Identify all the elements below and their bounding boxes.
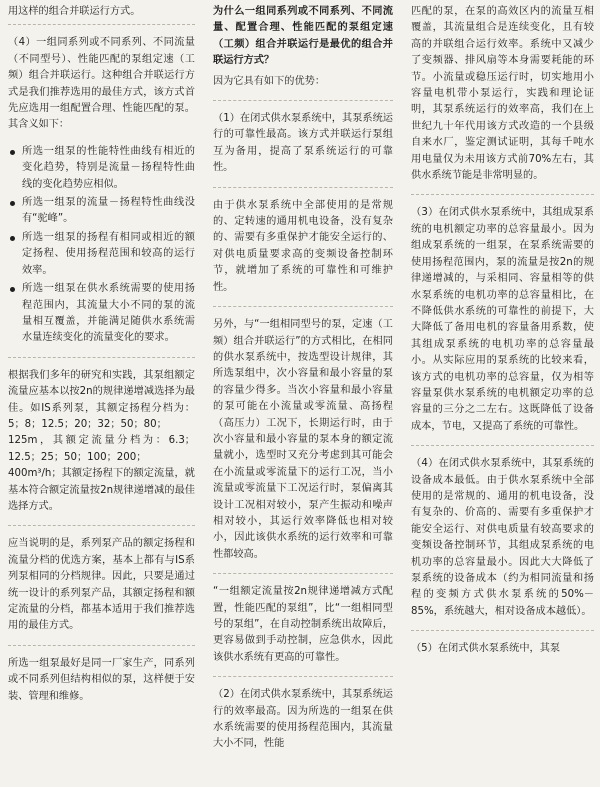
- bullet-item: 所选一组泵在供水系统需要的使用扬程范围内，其流量大小不同的泵的流量相互覆盖，并能满足随供水系统需水量连续变化的流量变化的要求。: [8, 281, 195, 347]
- bullet-item: 所选一组泵的扬程有相同或相近的额定扬程、使用扬程范围和较高的运行效率。: [8, 230, 195, 279]
- paragraph-efficiency: 匹配的泵，在泵的高效区内的流量互相覆盖，其流量组合是连续变化，且有较高的并联组合运行效率。系统中又减少了变频器、排风扇等本身需要耗能的环节。小流量或稳压运行时，切实地用小容量电机带小泵运行，实践和理论证明，其泵系统运行的效率高，我们在上世纪九十年代用该方式改造的一个县级自来水厂，鉴定测试证明，其每千吨水用电量仅为未用该方式前70%左右，其供水系统节能是非常明显的。: [411, 6, 594, 182]
- divider: [8, 24, 195, 25]
- paragraph-advantage-4: （4）在闭式供水泵系统中，其泵系统的设备成本最低。由于供水泵系统中全部使用的是常规的、通用的机电设备，没有复杂的、价高的、需要有多重保护才能安全运行、对供电质量有较高要求的变频设备控制环节，其组成泵系统的电机功率的总容量最小。因此大大降低了泵系统的设备成本（约为相同流量和扬程的变频方式供水泵系统的50%－85%，系统越大，相对设备成本越低）。: [411, 458, 594, 617]
- paragraph-comparison: 另外，与“一组相同型号的泵，定速（工频）组合并联运行”的方式相比，在相同的供水泵系统中，按选型设计规律，其所选泵组中，次小容量和最小容量的泵的容量少得多。当次小容量和最小容量的泵可能在小流量或零流量、高扬程（高压力）工况下，长期运行时，由于次小容量和最小容量的泵本身的额定流量就小，选型时又充分考虑到其可能会在小流量或零流量下的运行工况，当小流量或零流量下工况运行时，泵偏离其设计工况相对较小，泵产生振动和噪声相对较小，其运行效率降低也相对较小，因此该供水系统的运行效率和可靠性都较高。: [213, 319, 393, 560]
- paragraph-note: 应当说明的是，系列泵产品的额定扬程和流量分档的优选方案，基本上都有与IS系列泵相同的分档规律。因此，只要是通过统一设计的系列泵产品，其额定扬程和额定流量的分档，都基本适用于我们推荐选用的最佳方式。: [8, 538, 195, 632]
- bullet-item: 所选一组泵的流量－扬程特性曲线没有“驼峰”。: [8, 195, 195, 228]
- paragraph-reliability: 由于供水泵系统中全部使用的是常规的、定转速的通用机电设备，没有复杂的、需要有多重保护才能安全运行的、对供电质量要求高的变频设备控制环节，就增加了系统的可靠性和可维护性。: [213, 199, 393, 293]
- column-middle: [213, 4, 393, 787]
- divider: [8, 645, 195, 646]
- bullet-item: 所选一组泵的性能特性曲线有相近的变化趋势，特别是流量－扬程特性曲线的变化趋势应相似。: [8, 144, 195, 193]
- question-heading: 为什么一组同系列或不同系列、不同流量、配置合理、性能匹配的泵组定速（工频）组合并联运行是最优的组合并联运行方式？: [213, 6, 393, 67]
- divider: [213, 100, 393, 101]
- paragraph-flow-rule: 根据我们多年的研究和实践，其泵组额定流量应基本以按2n的规律递增减选择为最佳。如IS系列泵，其额定扬程分档为：5；8；12.5；20；32；50；80；125m，其额定流量分档为：6.3；12.5；25；50；100；200；400m³/h；其额定扬程下的额定流量，就基本符合额定流量按2n规律递增减的最佳选择方式。: [8, 369, 195, 512]
- column-left: [8, 4, 195, 787]
- divider: [8, 525, 195, 526]
- paragraph-advantage-1: （1）在闭式供水泵系统中，其泵系统运行的可靠性最高。该方式并联运行泵组互为备用，提高了泵系统运行的可靠性。: [213, 113, 393, 174]
- paragraph-manufacturer: 所选一组泵最好是同一厂家生产，同系列或不同系列但结构相似的泵，这样便于安装、管理和维修。: [8, 657, 195, 702]
- divider: [411, 630, 594, 631]
- divider: [213, 676, 393, 677]
- paragraph-advantage-2: （2）在闭式供水泵系统中，其泵系统运行的效率最高。因为所选的一组泵在供水系统需要的使用扬程范围内，其流量大小不同，性能: [213, 689, 393, 750]
- divider: [411, 445, 594, 446]
- paragraph-advantage-5: （5）在闭式供水泵系统中，其泵: [411, 643, 561, 655]
- paragraph-advantage-3: （3）在闭式供水泵系统中，其组成泵系统的电机额定功率的总容量最小。因为组成泵系统的一组泵，在泵系统需要的使用扬程范围内，泵的流量是按2n的规律递增减的，与采相同、容量相等的供水泵系统的电机功率的总容量相比，在不降低供水系统的可靠性的前提下，大大降低了备用电机的容量备用系数，使其组成泵系统的电机功率的总容量最小。从实际应用的泵系统的比较来看，该方式的电机功率的总容量，仅为相等容量泵供水泵系统的电机额定功率的总容量的三分之二左右。这既降低了设备成本，节电，又提高了系统的可靠性。: [411, 207, 594, 432]
- paragraph-continuation: 用这样的组合并联运行方式。: [8, 6, 141, 17]
- paragraph-method-4: （4）一组同系列或不同系列、不同流量（不同型号）、性能匹配的泵组定速（工频）组合并联运行。这种组合并联运行方式是我们推荐选用的最佳方式，该方式首先应选用一组配置合理、性能匹配的泵。其含义如下：: [8, 37, 195, 131]
- answer-intro: 因为它具有如下的优势：: [213, 75, 326, 87]
- divider: [213, 306, 393, 307]
- column-right: [411, 4, 594, 787]
- divider: [411, 194, 594, 195]
- bullet-list: [8, 144, 195, 347]
- paragraph-manual-control: “一组额定流量按2n规律递增减方式配置，性能匹配的泵组”，比“一组相同型号的泵组”，在自动控制系统出故障后，更容易做到手动控制，应急供水，因此该供水系统有更高的可靠性。: [213, 586, 393, 663]
- divider: [8, 357, 195, 358]
- divider: [213, 573, 393, 574]
- divider: [213, 187, 393, 188]
